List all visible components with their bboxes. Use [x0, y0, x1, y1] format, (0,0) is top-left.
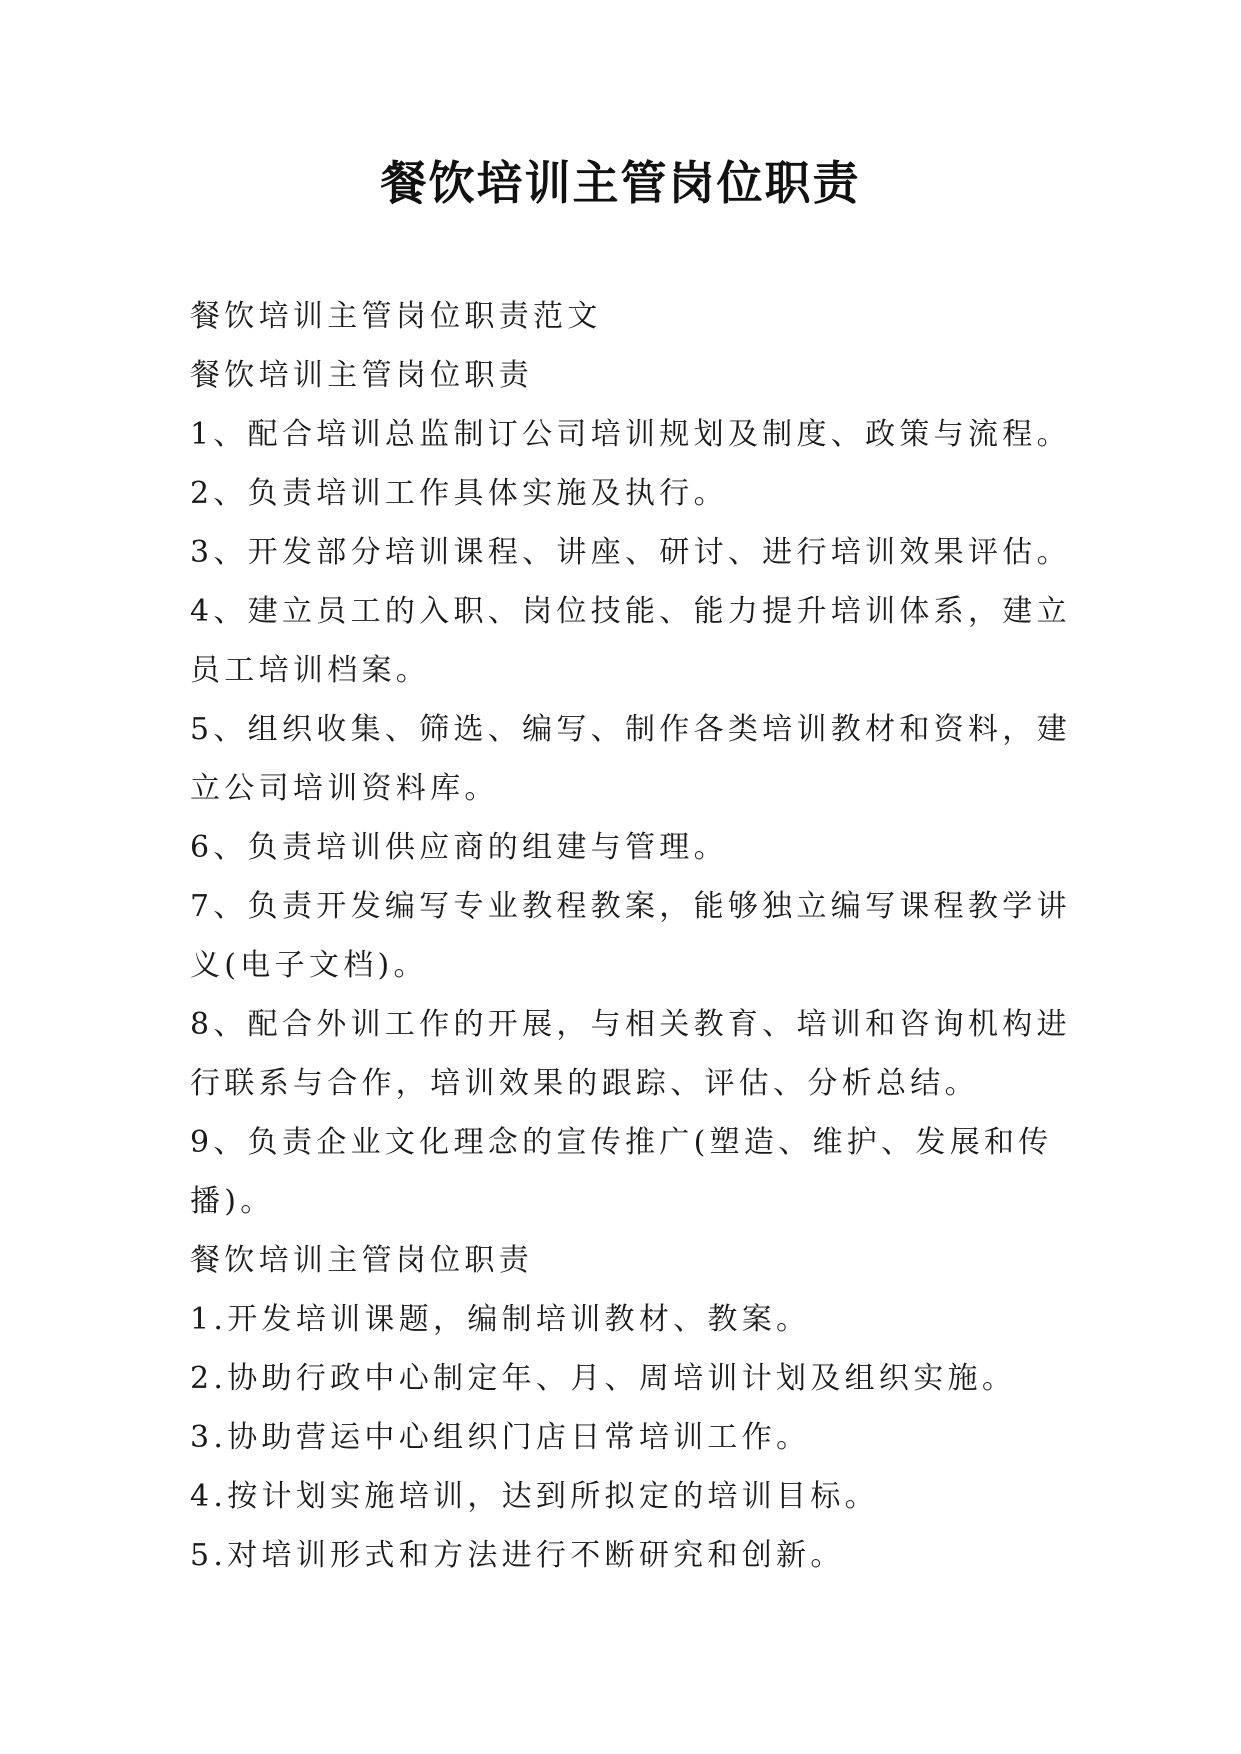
duty-item-8-cont: 行联系与合作，培训效果的跟踪、评估、分析总结。: [190, 1066, 979, 1101]
duty-point-3: 3.协助营运中心组织门店日常培训工作。: [190, 1420, 811, 1455]
duty-item-7-cont: 义(电子文档)。: [190, 948, 428, 983]
duty-item-9: 9、负责企业文化理念的宣传推广(塑造、维护、发展和传: [190, 1125, 1053, 1160]
duty-item-4-cont: 员工培训档案。: [190, 653, 431, 688]
duty-item-3: 3、开发部分培训课程、讲座、研讨、进行培训效果评估。: [190, 535, 1071, 570]
duty-point-5: 5.对培训形式和方法进行不断研究和创新。: [190, 1538, 845, 1573]
duty-item-6: 6、负责培训供应商的组建与管理。: [190, 830, 728, 865]
duty-item-7: 7、负责开发编写专业教程教案，能够独立编写课程教学讲: [190, 889, 1071, 924]
duty-point-4: 4.按计划实施培训，达到所拟定的培训目标。: [190, 1479, 879, 1514]
duty-item-2: 2、负责培训工作具体实施及执行。: [190, 476, 728, 511]
duty-item-1: 1、配合培训总监制订公司培训规划及制度、政策与流程。: [190, 417, 1071, 452]
document-title: 餐饮培训主管岗位职责: [380, 156, 861, 210]
subtitle-line: 餐饮培训主管岗位职责范文: [190, 299, 602, 334]
section-heading-2: 餐饮培训主管岗位职责: [190, 1243, 533, 1278]
duty-item-5: 5、组织收集、筛选、编写、制作各类培训教材和资料，建: [190, 712, 1071, 747]
duty-point-2: 2.协助行政中心制定年、月、周培训计划及组织实施。: [190, 1361, 1017, 1396]
duty-item-5-cont: 立公司培训资料库。: [190, 771, 499, 806]
document-body: [190, 287, 1071, 1585]
duty-point-1: 1.开发培训课题，编制培训教材、教案。: [190, 1302, 811, 1337]
duty-item-8: 8、配合外训工作的开展，与相关教育、培训和咨询机构进: [190, 1007, 1071, 1042]
duty-item-4: 4、建立员工的入职、岗位技能、能力提升培训体系，建立: [190, 594, 1071, 629]
section-heading-1: 餐饮培训主管岗位职责: [190, 358, 533, 393]
duty-item-9-cont: 播)。: [190, 1184, 275, 1219]
